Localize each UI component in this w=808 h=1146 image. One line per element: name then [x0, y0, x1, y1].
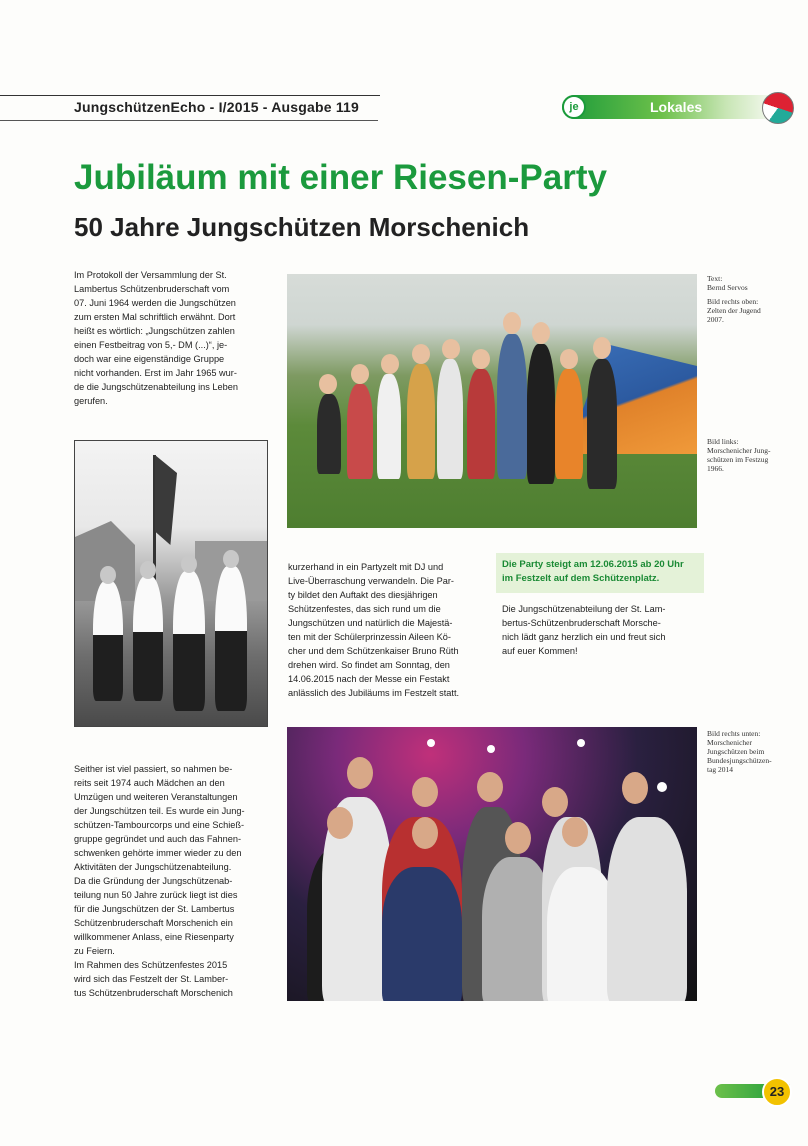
- caption-top: [707, 274, 797, 324]
- photo-parade-1966: [74, 440, 268, 727]
- caption-line: Bundesjungschützen-: [707, 756, 772, 765]
- flag-shape: [155, 455, 177, 545]
- photo-bundesjungschuetzentag-2014: [287, 727, 697, 1001]
- caption-line: 1966.: [707, 464, 724, 473]
- text-line: cher und dem Schützenkaiser Bruno Rüth: [288, 646, 459, 656]
- text-line: ty bildet den Auftakt des diesjährigen: [288, 590, 438, 600]
- caption-line: Bild rechts unten:: [707, 729, 761, 738]
- text-line: nicht vorhanden. Erst im Jahr 1965 wur-: [74, 368, 237, 378]
- text-line: zum ersten Mal schriftlich erwähnt. Dort: [74, 312, 236, 322]
- text-line: Aktivitäten der Jungschützenabteilung.: [74, 862, 232, 872]
- photo-camping-2007: [287, 274, 697, 528]
- caption-line: Bild links:: [707, 437, 739, 446]
- text-line: drehen wird. So findet am Sonntag, den: [288, 660, 450, 670]
- section-label: Lokales: [650, 99, 703, 115]
- stage-light: [577, 739, 585, 747]
- history-paragraph: [74, 762, 268, 1000]
- invitation-paragraph: [502, 602, 698, 658]
- text-line: Schützenfestes, das sich rund um die: [288, 604, 441, 614]
- text-line: bertus-Schützenbruderschaft Morsche-: [502, 618, 661, 628]
- caption-line: Text:: [707, 274, 723, 283]
- text-line: heißt es wörtlich: „Jungschützen zahlen: [74, 326, 235, 336]
- je-logo: je: [562, 95, 586, 119]
- announcement-line: Die Party steigt am 12.06.2015 ab 20 Uhr: [502, 559, 684, 570]
- caption-bottom: [707, 729, 797, 774]
- text-line: de die Jungschützenabteilung ins Leben: [74, 382, 238, 392]
- text-line: nich lädt ganz herzlich ein und freut sich: [502, 632, 666, 642]
- caption-line: Jungschützen beim: [707, 747, 765, 756]
- publication-header: JungschützenEcho - I/2015 - Ausgabe 119: [74, 99, 360, 115]
- caption-line: Zelten der Jugend: [707, 306, 761, 315]
- caption-middle: [707, 437, 797, 473]
- stage-light: [427, 739, 435, 747]
- caption-line: 2007.: [707, 315, 724, 324]
- text-line: Die Jungschützenabteilung der St. Lam-: [502, 604, 666, 614]
- text-line: 07. Juni 1964 werden die Jungschützen: [74, 298, 236, 308]
- text-line: der Jungschützen teil. Es wurde ein Jung-: [74, 806, 245, 816]
- text-line: einen Festbeitrag von 5,- DM (...)“, je-: [74, 340, 228, 350]
- text-line: schwenken gehörte immer wieder zu den: [74, 848, 242, 858]
- caption-line: Bernd Servos: [707, 283, 748, 292]
- text-line: doch war eine eigenständige Gruppe: [74, 354, 225, 364]
- text-line: Jungschützen und natürlich die Majestä-: [288, 618, 453, 628]
- text-line: teilung nun 50 Jahre zurück liegt ist dies: [74, 890, 238, 900]
- text-line: wird sich das Festzelt der St. Lamber-: [74, 974, 229, 984]
- text-line: tus Schützenbruderschaft Morschenich: [74, 988, 233, 998]
- text-line: Im Protokoll der Versammlung der St.: [74, 270, 227, 280]
- crest-icon: [762, 92, 794, 124]
- caption-line: Morschenicher Jung-: [707, 446, 771, 455]
- caption-line: Bild rechts oben:: [707, 297, 759, 306]
- stage-light: [487, 745, 495, 753]
- middle-paragraph: [288, 560, 483, 700]
- text-line: 14.06.2015 nach der Messe ein Festakt: [288, 674, 450, 684]
- text-line: zu Feiern.: [74, 946, 115, 956]
- text-line: Da die Gründung der Jungschützenab-: [74, 876, 233, 886]
- text-line: anlässlich des Jubiläums im Festzelt statt.: [288, 688, 460, 698]
- party-announcement: [496, 553, 704, 593]
- text-line: für die Jungschützen der St. Lambertus: [74, 904, 235, 914]
- text-line: Lambertus Schützenbruderschaft vom: [74, 284, 230, 294]
- text-line: ten mit der Schülerprinzessin Aileen Kö-: [288, 632, 451, 642]
- header-underline: [0, 120, 378, 121]
- article-subtitle: 50 Jahre Jungschützen Morschenich: [74, 212, 530, 242]
- text-line: auf euer Kommen!: [502, 646, 578, 656]
- text-line: Schützenbruderschaft Morschenich ein: [74, 918, 233, 928]
- text-line: Live-Überraschung verwandeln. Die Par-: [288, 576, 454, 586]
- stage-light: [657, 782, 667, 792]
- intro-paragraph: [74, 268, 268, 408]
- caption-line: Morschenicher: [707, 738, 752, 747]
- page-number: 23: [762, 1077, 792, 1107]
- announcement-line: im Festzelt auf dem Schützenplatz.: [502, 573, 660, 584]
- article-title: Jubiläum mit einer Riesen-Party: [74, 158, 607, 197]
- header-rule: [0, 95, 380, 96]
- text-line: Seither ist viel passiert, so nahmen be-: [74, 764, 233, 774]
- caption-line: schützen im Festzug: [707, 455, 769, 464]
- caption-line: tag 2014: [707, 765, 734, 774]
- text-line: reits seit 1974 auch Mädchen an den: [74, 778, 225, 788]
- text-line: gerufen.: [74, 396, 108, 406]
- text-line: schützen-Tambourcorps und eine Schieß-: [74, 820, 245, 830]
- text-line: Im Rahmen des Schützenfestes 2015: [74, 960, 228, 970]
- text-line: willkommener Anlass, eine Riesenparty: [74, 932, 234, 942]
- text-line: kurzerhand in ein Partyzelt mit DJ und: [288, 562, 444, 572]
- text-line: Umzügen und weiteren Veranstaltungen: [74, 792, 238, 802]
- text-line: gruppe gegründet und auch das Fahnen-: [74, 834, 242, 844]
